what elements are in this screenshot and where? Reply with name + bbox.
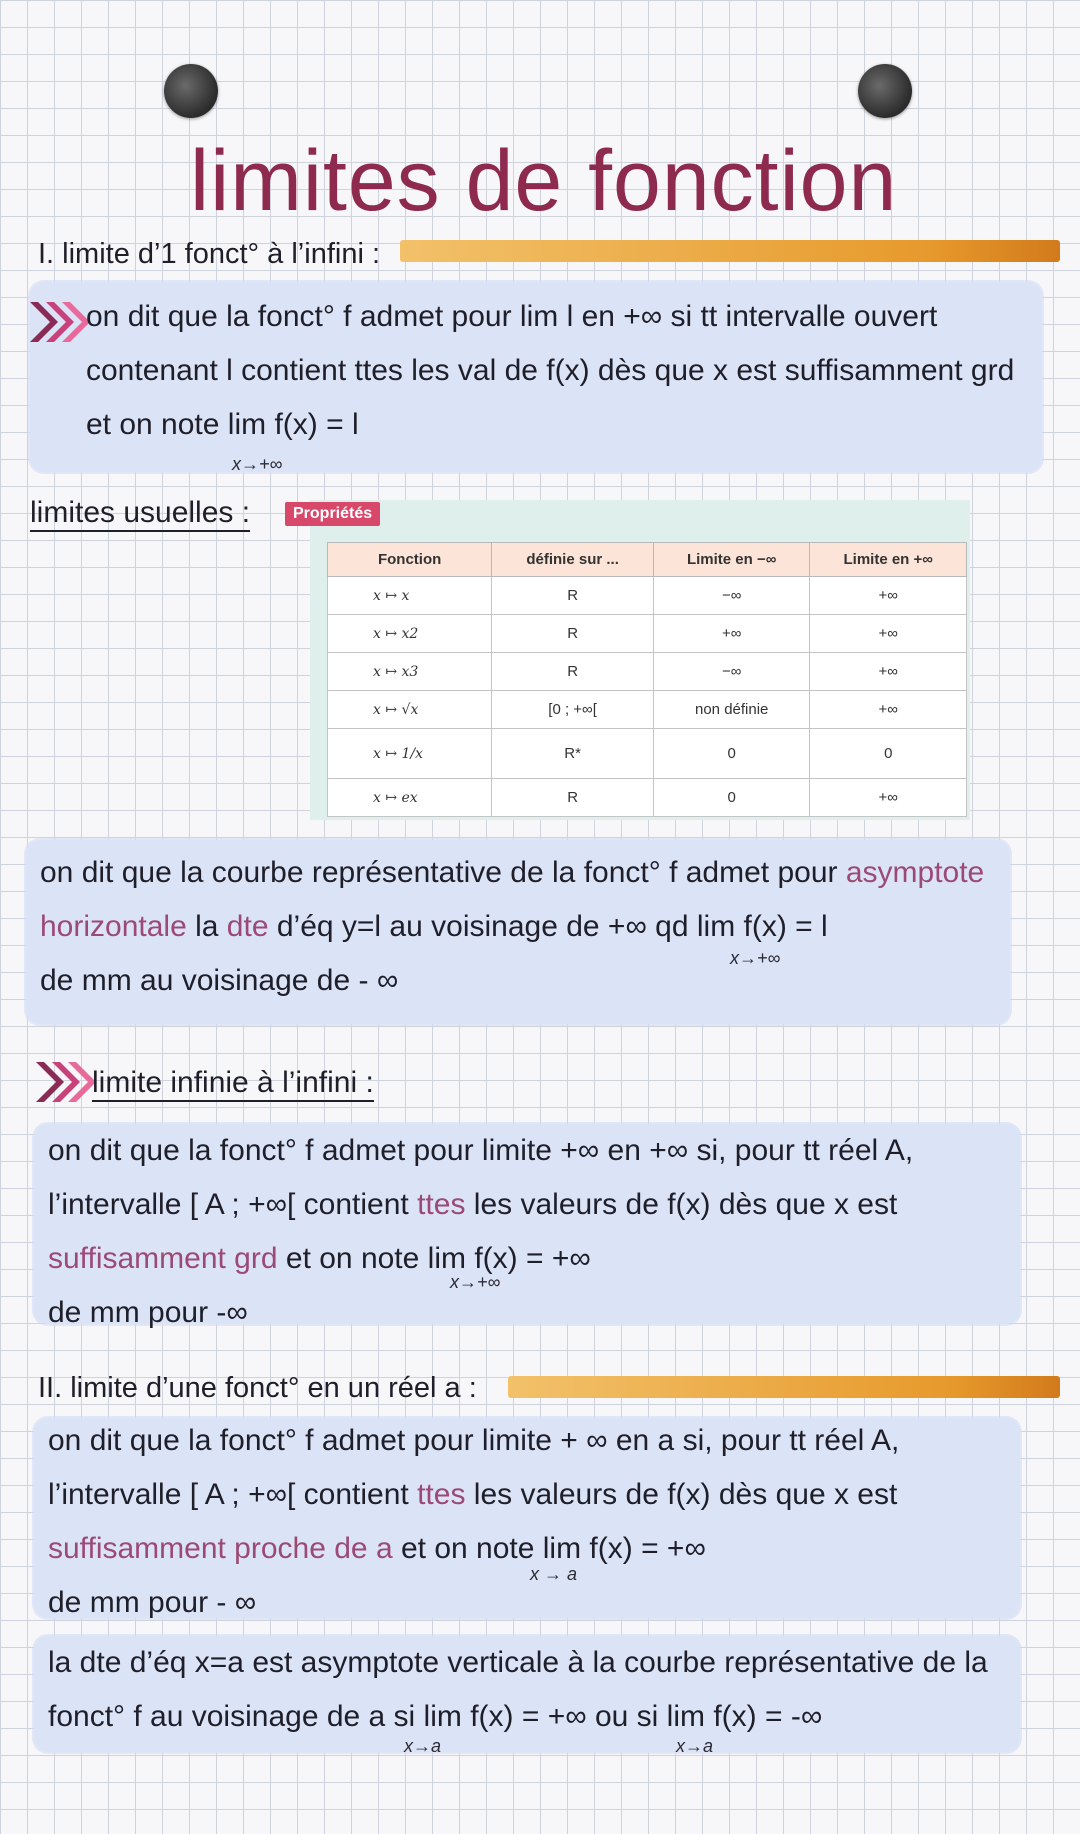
sec2-line-2: l’intervalle [ A ; +∞[ contient ttes les valeurs de f(x) dès que x est: [48, 1478, 898, 1511]
table-header: Limite en −∞: [653, 543, 810, 577]
inf-line-1: on dit que la fonct° f admet pour limite +∞ en +∞ si, pour tt réel A,: [48, 1134, 914, 1167]
table-row: x ↦ x3 R −∞ +∞: [328, 653, 967, 691]
table-header: Fonction: [328, 543, 492, 577]
infinite-limit-heading: limite infinie à l’infini :: [92, 1056, 374, 1109]
vert-line-2: fonct° f au voisinage de a si lim f(x) = +∞ ou si lim f(x) = -∞: [48, 1700, 823, 1733]
inf-subscript: x→+∞: [450, 1272, 501, 1292]
sec2-subscript: x → a: [530, 1564, 578, 1584]
section-2-heading: II. limite d’une fonct° en un réel a :: [38, 1372, 477, 1404]
chevron-arrow-icon: [28, 298, 88, 346]
page-title: limites de fonction: [190, 133, 898, 229]
chevron-arrow-icon: [34, 1058, 94, 1106]
sec2-line-3: suffisamment proche de a et on note lim f(x) = +∞: [48, 1532, 706, 1565]
def1-line-1: on dit que la fonct° f admet pour lim l en +∞ si tt intervalle ouvert: [86, 300, 938, 333]
table-row: x ↦ x2 R +∞ +∞: [328, 615, 967, 653]
vert-subscript-2: x→a: [676, 1736, 714, 1756]
usual-limits-table: [327, 542, 967, 817]
usual-limits-label: limites usuelles :: [30, 486, 250, 539]
section-2-highlight: [508, 1376, 1060, 1398]
punch-hole-left: [164, 64, 218, 118]
asym-h-subscript: x→+∞: [730, 948, 781, 968]
section-1-highlight: [400, 240, 1060, 262]
punch-hole-right: [858, 64, 912, 118]
table-header: Limite en +∞: [810, 543, 967, 577]
table-row: x ↦ ex R 0 +∞: [328, 779, 967, 817]
asym-h-line-1: on dit que la courbe représentative de la fonct° f admet pour asymptote: [40, 856, 985, 889]
sec2-line-4: de mm pour - ∞: [48, 1586, 257, 1619]
table-row: x ↦ √x [0 ; +∞[ non définie +∞: [328, 691, 967, 729]
def1-line-2: contenant l contient ttes les val de f(x) dès que x est suffisamment grd: [86, 354, 1015, 387]
section-1-heading: I. limite d’1 fonct° à l’infini :: [38, 238, 381, 270]
properties-tag: Propriétés: [285, 502, 380, 526]
sec2-line-1: on dit que la fonct° f admet pour limite + ∞ en a si, pour tt réel A,: [48, 1424, 900, 1457]
asym-h-line-3: de mm au voisinage de - ∞: [40, 964, 399, 997]
inf-line-3: suffisamment grd et on note lim f(x) = +∞: [48, 1242, 591, 1275]
table-row: x ↦ 1/x R* 0 0: [328, 729, 967, 779]
asym-h-line-2: horizontale la dte d’éq y=l au voisinage de +∞ qd lim f(x) = l: [40, 910, 828, 943]
inf-line-4: de mm pour -∞: [48, 1296, 248, 1329]
table-row: x ↦ x R −∞ +∞: [328, 577, 967, 615]
table-header: définie sur ...: [492, 543, 654, 577]
def1-line-3: et on note lim f(x) = l: [86, 408, 359, 441]
vert-subscript-1: x→a: [404, 1736, 442, 1756]
vert-line-1: la dte d’éq x=a est asymptote verticale à la courbe représentative de la: [48, 1646, 988, 1679]
def1-limit-subscript: x→+∞: [232, 454, 283, 474]
inf-line-2: l’intervalle [ A ; +∞[ contient ttes les valeurs de f(x) dès que x est: [48, 1188, 898, 1221]
